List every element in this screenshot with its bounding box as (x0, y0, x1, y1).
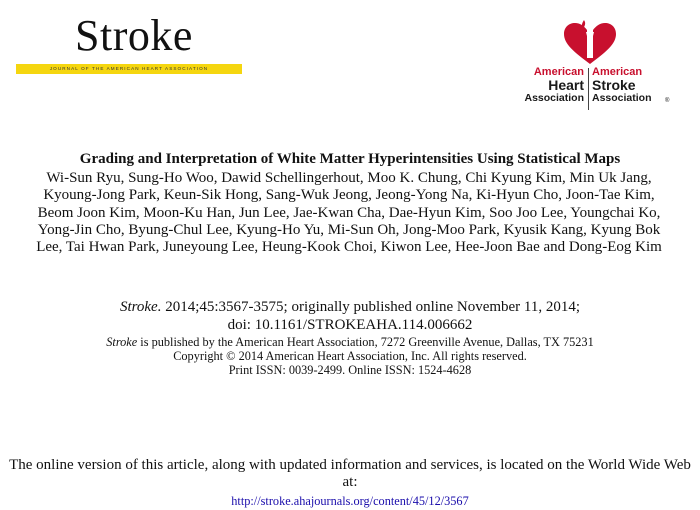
publisher-info (0, 335, 700, 377)
aha-stroke-association (592, 66, 672, 105)
aha-heart-association (504, 66, 584, 105)
online-version-notice (0, 457, 700, 510)
aha-right-line2: Stroke (592, 77, 636, 93)
journal-name: Stroke (75, 11, 193, 60)
aha-left-line1: American (533, 66, 584, 78)
citation-block (0, 298, 700, 334)
aha-left-line2: Heart (548, 77, 584, 93)
publisher-line (0, 335, 700, 349)
aha-left-line3: Association (524, 92, 584, 104)
publisher-journal: Stroke (106, 335, 138, 349)
aha-right-line1: American (592, 66, 643, 78)
citation-line (0, 298, 700, 316)
aha-divider (588, 68, 589, 110)
aha-wordmark (504, 64, 676, 112)
publisher-address: is published by the American Heart Association, 7272 Greenville Avenue, Dallas, TX 75231 (137, 335, 594, 349)
article-url-link[interactable]: http://stroke.ahajournals.org/content/45/12/3567 (231, 494, 469, 508)
aha-logo (504, 14, 676, 114)
journal-logo (16, 11, 242, 74)
author-list: Wi-Sun Ryu, Sung-Ho Woo, Dawid Schellingerhout, Moo K. Chung, Chi Kyung Kim, Min Uk Jang, Kyoung-Jong Park, Keun-Sik Hong, Sang-Wuk Jeong, Jeong-Yong Na, Ki-Hyun Cho, Joon-Tae Kim, Beom Joon Kim, Moon-Ku Han, Jun Lee, Jae-Kwan Cha, Dae-Hyun Kim, Soo Joo Lee, Youngchai Ko, Yong-Jin Cho, Byung-Chul Lee, Kyung-Ho Yu, Mi-Sun Oh, Jong-Moo Park, Kyusik Kang, Kyung Bok Lee, Tai Hwan Park, Juneyoung Lee, Heung-Kook Choi, Kiwon Lee, Hee-Joon Bae and Dong-Eog Kim (36, 170, 662, 256)
issn-line: Print ISSN: 0039-2499. Online ISSN: 1524-4628 (228, 363, 472, 377)
citation-doi: doi: 10.1161/STROKEAHA.114.006662 (227, 317, 473, 333)
online-text: The online version of this article, along with updated information and services, is located on the World Wide Web at: (9, 457, 691, 490)
copyright-line: Copyright © 2014 American Heart Association, Inc. All rights reserved. (173, 349, 527, 363)
aha-right-line3: Association (592, 92, 652, 104)
article-title: Grading and Interpretation of White Matter Hyperintensities Using Statistical Maps (79, 151, 621, 167)
aha-trademark: ® (665, 98, 670, 104)
heart-torch-icon (560, 18, 620, 66)
citation-journal: Stroke. (119, 299, 162, 315)
citation-details: 2014;45:3567-3575; originally published online November 11, 2014; (161, 299, 581, 315)
journal-tagline-bar: JOURNAL OF THE AMERICAN HEART ASSOCIATION (16, 64, 242, 74)
